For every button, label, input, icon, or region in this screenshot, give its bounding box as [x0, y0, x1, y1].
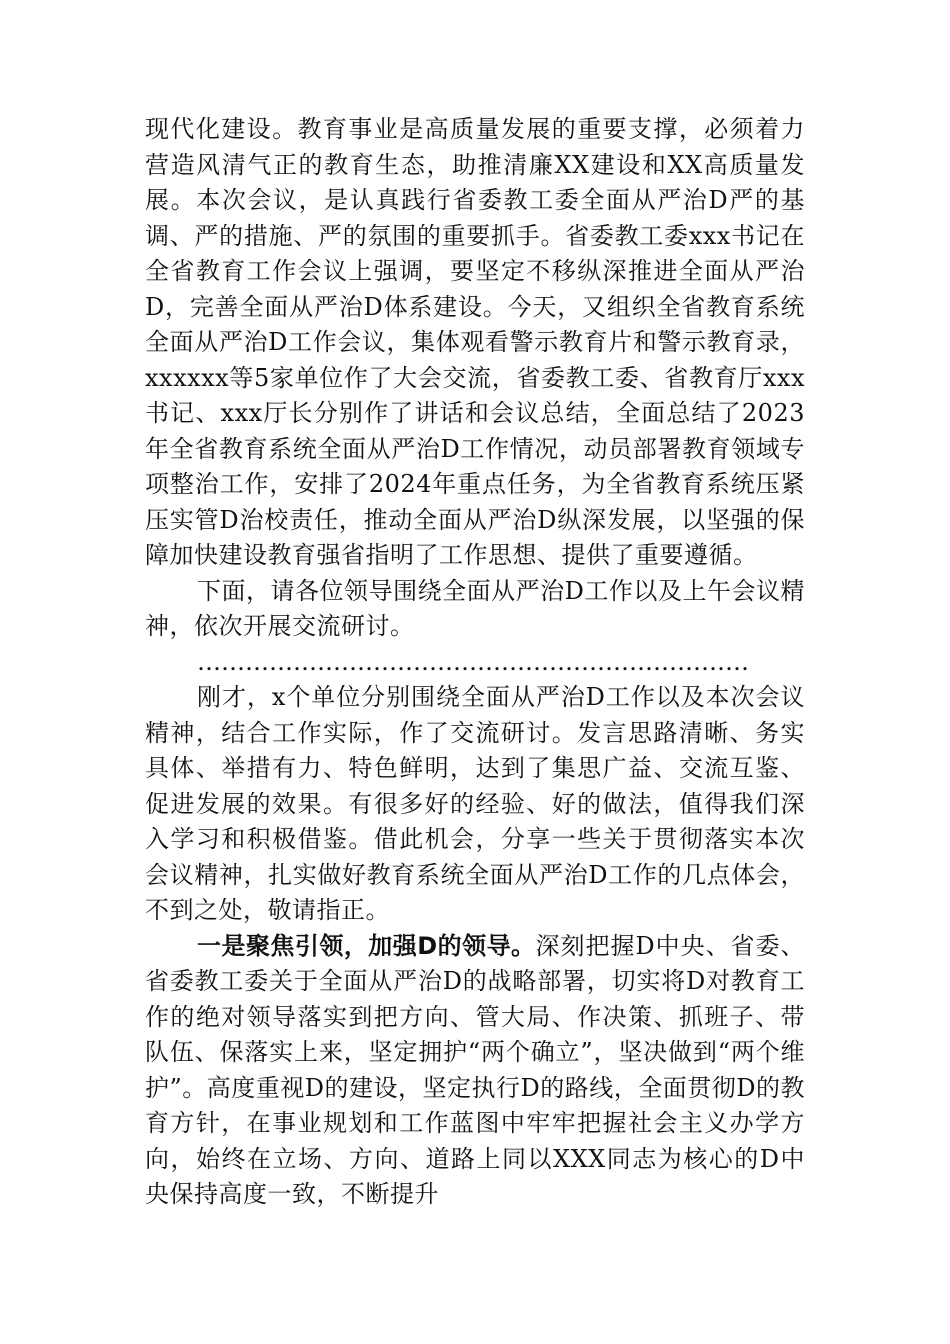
ellipsis-separator: …………………………………………………………… — [197, 647, 749, 676]
paragraph-intro: 现代化建设。教育事业是高质量发展的重要支撑，必须着力营造风清气正的教育生态，助推清廉XX建设和XX高质量发展。本次会议，是认真践行省委教工委全面从严治D严的基调、严的措施、严的氛围的重要抓手。省委教工委xxx书记在全省教育工作会议上强调，要坚定不移纵深推进全面从严治D，完善全面从严治D体系建设。今天，又组织全省教育系统全面从严治D工作会议，集体观看警示教育片和警示教育录，xxxxxx等5家单位作了大会交流，省委教工委、省教育厅xxx书记、xxx厅长分别作了讲话和会议总结，全面总结了2023年全省教育系统全面从严治D工作情况，动员部署教育领域专项整治工作，安排了2024年重点任务，为全省教育系统压紧压实管D治校责任，推动全面从严治D纵深发展，以坚强的保障加快建设教育强省指明了工作思想、提供了重要遵循。 — [145, 115, 805, 569]
paragraph-point-one — [145, 929, 805, 1213]
point-one-heading: 一是聚焦引领，加强D的领导。 — [197, 931, 536, 960]
paragraph-summary: 刚才，x个单位分别围绕全面从严治D工作以及本次会议精神，结合工作实际，作了交流研讨。发言思路清晰、务实具体、举措有力、特色鲜明，达到了集思广益、交流互鉴、促进发展的效果。有很多好的经验、好的做法，值得我们深入学习和积极借鉴。借此机会，分享一些关于贯彻落实本次会议精神，扎实做好教育系统全面从严治D工作的几点体会，不到之处，敬请指正。 — [145, 683, 805, 924]
document-page — [145, 112, 805, 1213]
point-one-body: 深刻把握D中央、省委、省委教工委关于全面从严治D的战略部署，切实将D对教育工作的绝对领导落实到把方向、管大局、作决策、抓班子、带队伍、保落实上来，坚定拥护“两个确立”，坚决做到“两个维护”。高度重视D的建设，坚定执行D的路线，全面贯彻D的教育方针，在事业规划和工作蓝图中牢牢把握社会主义办学方向，始终在立场、方向、道路上同以XXX同志为核心的D中央保持高度一致，不断提升 — [145, 931, 805, 1208]
paragraph-invitation: 下面，请各位领导围绕全面从严治D工作以及上午会议精神，依次开展交流研讨。 — [145, 576, 805, 640]
